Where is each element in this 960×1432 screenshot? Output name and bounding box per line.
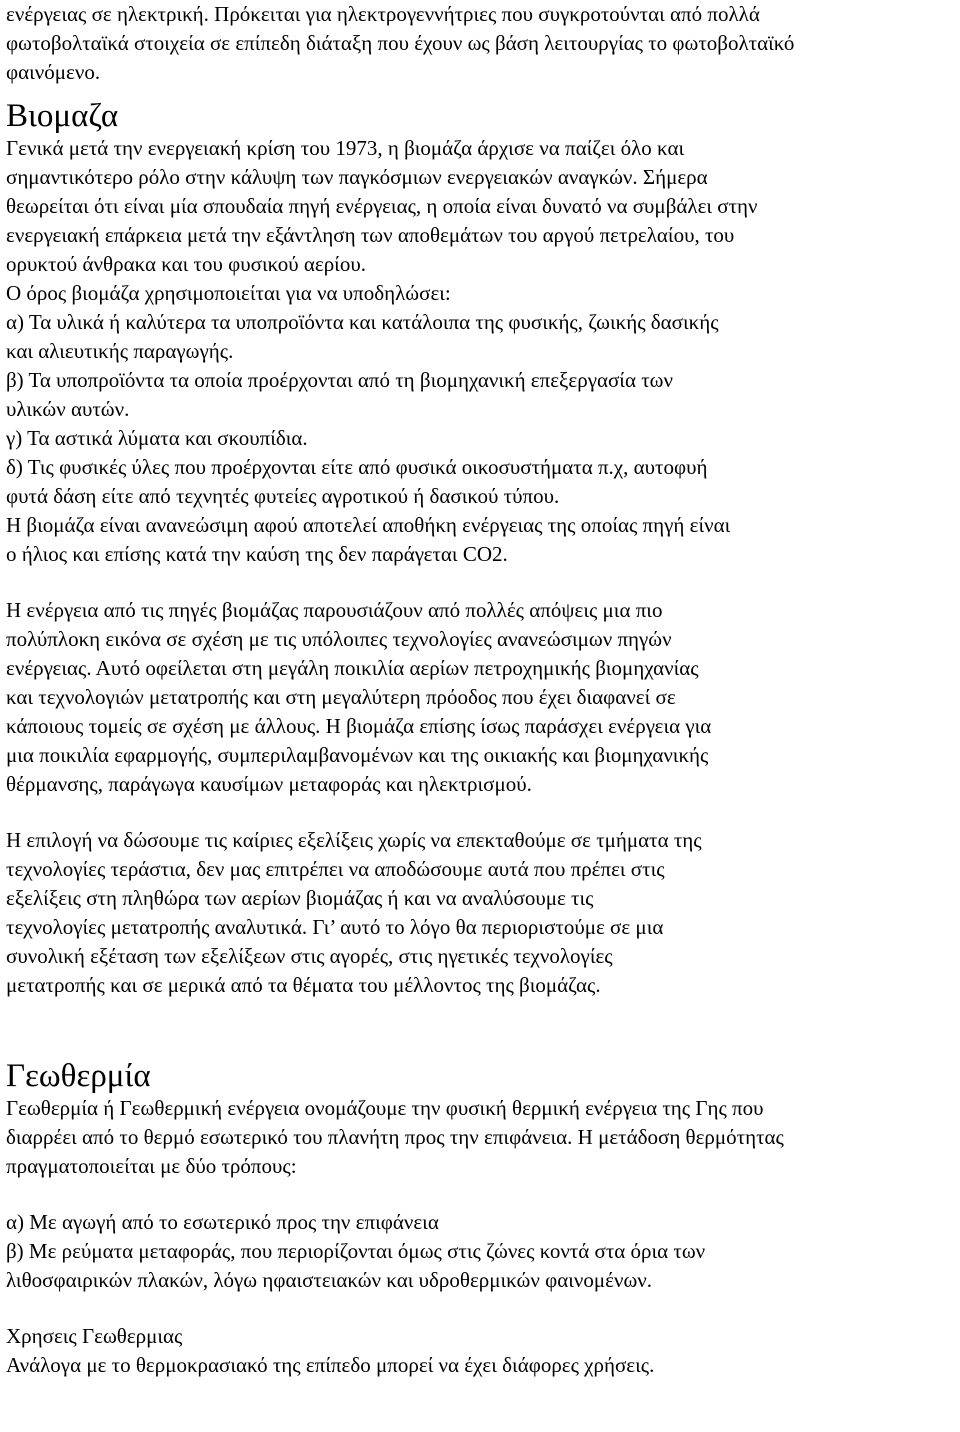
text-line: σημαντικότερο ρόλο στην κάλυψη των παγκόσμιων ενεργειακών αναγκών. Σήμερα	[6, 165, 708, 189]
text-line: εξελίξεις στη πληθώρα των αερίων βιομάζας ή και να αναλύσουμε τις	[6, 886, 594, 910]
text-line: και τεχνολογιών μετατροπής και στη μεγαλύτερη πρόοδος που έχει διαφανεί σε	[6, 685, 676, 709]
geothermy-uses	[6, 1322, 956, 1380]
text-line: συνολική εξέταση των εξελίξεων στις αγορές, στις ηγετικές τεχνολογίες	[6, 944, 613, 968]
text-line: Η βιομάζα είναι ανανεώσιμη αφού αποτελεί αποθήκη ενέργειας της οποίας πηγή είναι	[6, 513, 731, 537]
text-line: πραγματοποιείται με δύο τρόπους:	[6, 1154, 297, 1178]
text-line: ορυκτού άνθρακα και του φυσικού αερίου.	[6, 252, 366, 276]
text-line: τεχνολογίες μετατροπής αναλυτικά. Γι’ αυτό το λόγο θα περιοριστούμε σε μια	[6, 915, 664, 939]
text-line: κάποιους τομείς σε σχέση με άλλους. Η βιομάζα επίσης ίσως παράσχει ενέργεια για	[6, 714, 712, 738]
text-line: β) Τα υποπροϊόντα τα οποία προέρχονται από τη βιομηχανική επεξεργασία των	[6, 368, 673, 392]
text-line: θέρμανσης, παράγωγα καυσίμων μεταφοράς και ηλεκτρισμού.	[6, 772, 532, 796]
biomass-paragraph-2	[6, 596, 956, 799]
text-line: θεωρείται ότι είναι μία σπουδαία πηγή ενέργειας, η οποία είναι δυνατό να συμβάλει στην	[6, 194, 758, 218]
biomass-paragraph-3	[6, 826, 956, 1000]
text-line: τεχνολογίες τεράστια, δεν μας επιτρέπει να αποδώσουμε αυτά που πρέπει στις	[6, 857, 665, 881]
text-line: διαρρέει από το θερμό εσωτερικό του πλανήτη προς την επιφάνεια. Η μετάδοση θερμότητας	[6, 1125, 784, 1149]
text-line: και αλιευτικής παραγωγής.	[6, 339, 234, 363]
geothermy-heading: Γεωθερμία	[6, 1058, 151, 1094]
text-line: υλικών αυτών.	[6, 397, 130, 421]
document-page	[6, 0, 956, 1380]
text-line: Γενικά μετά την ενεργειακή κρίση του 1973, η βιομάζα άρχισε να παίζει όλο και	[6, 136, 685, 160]
text-line: πολύπλοκη εικόνα σε σχέση με τις υπόλοιπες τεχνολογίες ανανεώσιμων πηγών	[6, 627, 672, 651]
text-line: μετατροπής και σε μερικά από τα θέματα του μέλλοντος της βιομάζας.	[6, 973, 601, 997]
text-line: α) Τα υλικά ή καλύτερα τα υποπροϊόντα και κατάλοιπα της φυσικής, ζωικής δασικής	[6, 310, 719, 334]
text-line: λιθοσφαιρικών πλακών, λόγω ηφαιστειακών και υδροθερμικών φαινομένων.	[6, 1268, 653, 1292]
text-line: β) Με ρεύματα μεταφοράς, που περιορίζονται όμως στις ζώνες κοντά στα όρια των	[6, 1239, 706, 1263]
text-line: Η ενέργεια από τις πηγές βιομάζας παρουσιάζουν από πολλές απόψεις μια πιο	[6, 598, 663, 622]
text-line: ενέργειας. Αυτό οφείλεται στη μεγάλη ποικιλία αερίων πετροχημικής βιομηχανίας	[6, 656, 699, 680]
text-line: φαινόμενο.	[6, 60, 101, 84]
geothermy-paragraph-2	[6, 1208, 956, 1295]
text-line: φωτοβολταϊκά στοιχεία σε επίπεδη διάταξη που έχουν ως βάση λειτουργίας το φωτοβολταϊκό	[6, 31, 795, 55]
intro-paragraph	[6, 0, 956, 87]
text-line: Ο όρος βιομάζα χρησιμοποιείται για να υποδηλώσει:	[6, 281, 451, 305]
text-line: ενεργειακή επάρκεια μετά την εξάντληση των αποθεμάτων του αργού πετρελαίου, του	[6, 223, 735, 247]
biomass-heading: Βιομαζα	[6, 98, 119, 134]
text-line: δ) Τις φυσικές ύλες που προέρχονται είτε από φυσικά οικοσυστήματα π.χ, αυτοφυή	[6, 455, 708, 479]
text-line: μια ποικιλία εφαρμογής, συμπεριλαμβανομένων και της οικιακής και βιομηχανικής	[6, 743, 709, 767]
text-line: ενέργειας σε ηλεκτρική. Πρόκειται για ηλεκτρογεννήτριες που συγκροτούνται από πολλά	[6, 2, 760, 26]
text-line: ο ήλιος και επίσης κατά την καύση της δεν παράγεται CO2.	[6, 542, 508, 566]
text-line: α) Με αγωγή από το εσωτερικό προς την επιφάνεια	[6, 1210, 439, 1234]
text-line: Ανάλογα με το θερμοκρασιακό της επίπεδο μπορεί να έχει διάφορες χρήσεις.	[6, 1353, 655, 1377]
biomass-paragraph-1	[6, 134, 956, 569]
geothermy-paragraph-1	[6, 1094, 956, 1181]
text-line: φυτά δάση είτε από τεχνητές φυτείες αγροτικού ή δασικού τύπου.	[6, 484, 560, 508]
uses-title: Χρησεις Γεωθερμιας	[6, 1324, 183, 1348]
text-line: Γεωθερμία ή Γεωθερμική ενέργεια ονομάζουμε την φυσική θερμική ενέργεια της Γης που	[6, 1096, 764, 1120]
text-line: γ) Τα αστικά λύματα και σκουπίδια.	[6, 426, 308, 450]
text-line: Η επιλογή να δώσουμε τις καίριες εξελίξεις χωρίς να επεκταθούμε σε τμήματα της	[6, 828, 702, 852]
